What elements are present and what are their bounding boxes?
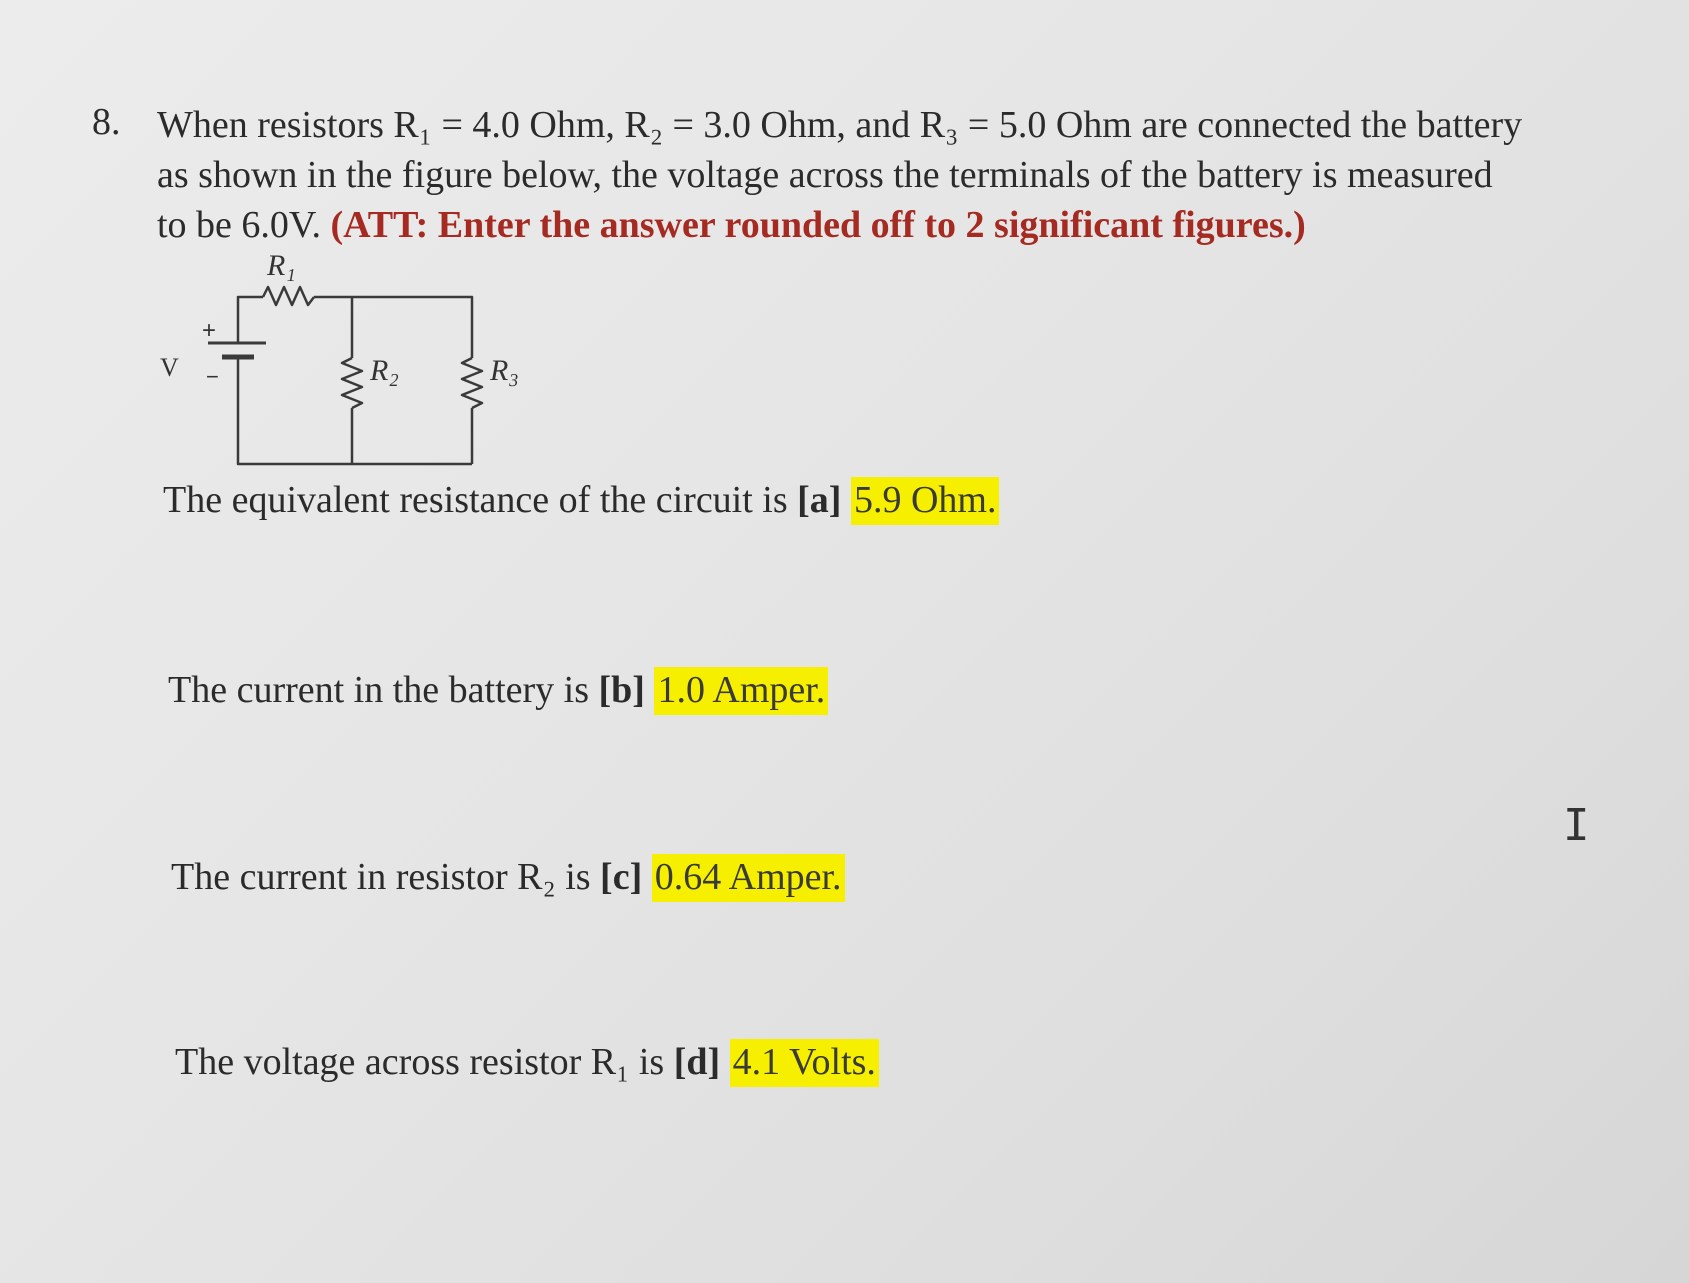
question-line-3-prefix: to be 6.0V. [157,204,331,246]
answer-c-prefix: The current in resistor R₂ is [171,856,601,898]
r3-resistor [462,358,482,408]
answer-c-value[interactable]: 0.64 Amper. [652,854,845,902]
minus-label: − [206,364,219,389]
question-text [157,100,1677,250]
r1-resistor [263,287,314,305]
answer-a-tag: [a] [797,479,842,521]
answer-a-value[interactable]: 5.9 Ohm. [851,477,1000,525]
wire-left-top [238,297,263,333]
answer-d [175,1040,879,1084]
v-label: V [160,353,179,382]
r3-label: R₃ [490,354,519,387]
answer-a [163,478,999,522]
answer-b-value[interactable]: 1.0 Amper. [654,667,828,715]
answer-a-prefix: The equivalent resistance of the circuit is [163,479,798,521]
answer-d-prefix: The voltage across resistor R₁ is [175,1041,674,1083]
r2-label: R₂ [370,354,399,387]
question-line-2: as shown in the figure below, the voltage across the terminals of the battery is measured [157,154,1493,196]
answer-c [171,855,845,899]
question-line-1: When resistors R₁ = 4.0 Ohm, R₂ = 3.0 Ohm, and R₃ = 5.0 Ohm are connected the battery [157,104,1523,146]
r1-label: R₁ [267,249,296,282]
answer-b-prefix: The current in the battery is [168,669,599,711]
circuit-diagram [150,240,550,480]
answer-b [168,668,828,712]
answer-b-tag: [b] [598,669,645,711]
wire-top [314,297,472,358]
text-cursor-icon: I [1563,800,1590,851]
plus-label: + [202,317,217,344]
r2-resistor [342,358,362,408]
answer-c-tag: [c] [600,856,643,898]
att-note: (ATT: Enter the answer rounded off to 2 significant figures.) [330,204,1306,246]
question-number: 8. [92,101,121,143]
answer-d-tag: [d] [673,1041,721,1083]
answer-d-value[interactable]: 4.1 Volts. [730,1039,879,1087]
